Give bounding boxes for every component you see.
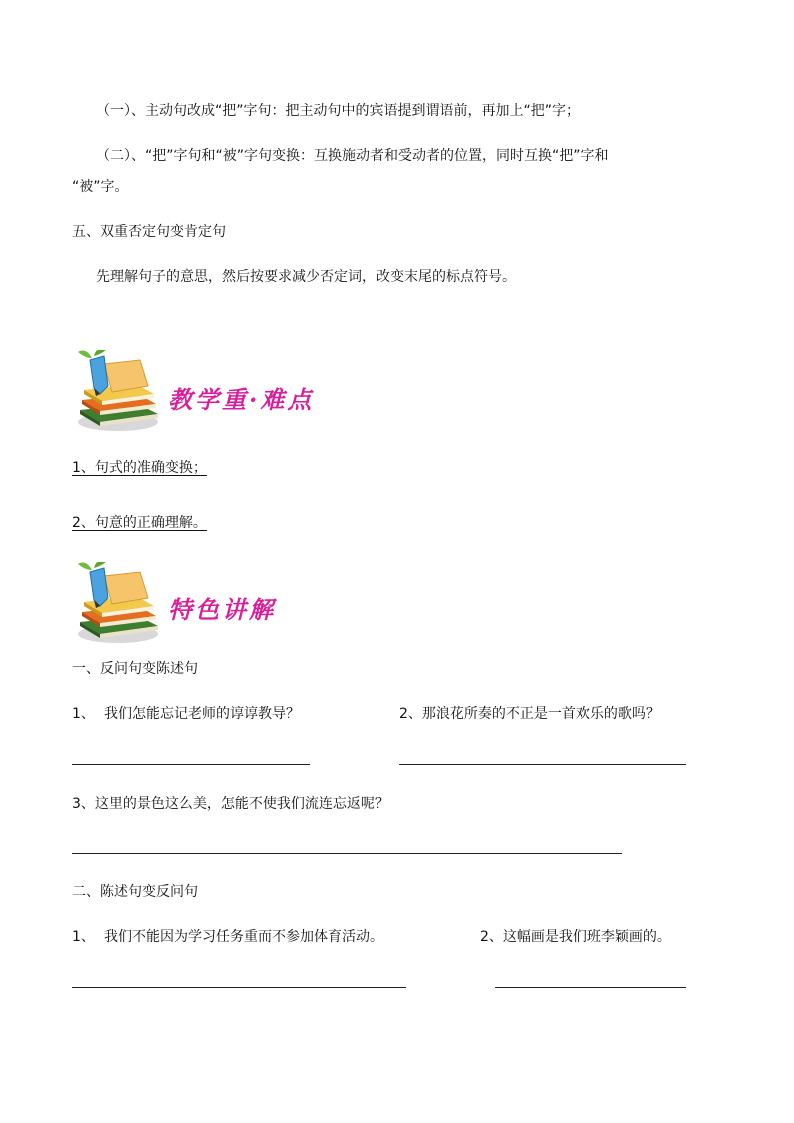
answer-line-2-2[interactable] bbox=[495, 987, 686, 988]
books-pen-icon bbox=[74, 562, 164, 647]
key-point-1: 1、句式的准确变换； bbox=[72, 460, 207, 476]
answer-line-2-1[interactable] bbox=[72, 987, 406, 988]
banner-title: 教学重·难点 bbox=[168, 385, 315, 414]
part-1-q2-text: 2、那浪花所奏的不正是一首欢乐的歌吗？ bbox=[399, 706, 660, 722]
section-5-body: 先理解句子的意思，然后按要求减少否定词，改变末尾的标点符号。 bbox=[96, 269, 516, 285]
part-2-q1-number: 1、 bbox=[72, 929, 95, 945]
part-1-q3-text: 3、这里的景色这么美，怎能不使我们流连忘返呢？ bbox=[72, 796, 389, 812]
banner-feature-lecture bbox=[74, 562, 374, 647]
key-point-2: 2、句意的正确理解。 bbox=[72, 515, 207, 531]
part-2-q1-text: 我们不能因为学习任务重而不参加体育活动。 bbox=[104, 929, 384, 945]
books-pen-icon bbox=[74, 350, 164, 435]
banner-title: 特色讲解 bbox=[168, 595, 276, 624]
intro-line-2: （二）、“把”字句和“被”字句变换：互换施动者和受动者的位置，同时互换“把”字和 bbox=[96, 148, 609, 164]
intro-line-1: （一）、主动句改成“把”字句：把主动句中的宾语提到谓语前，再加上“把”字； bbox=[96, 103, 581, 119]
section-5-heading: 五、双重否定句变肯定句 bbox=[72, 224, 226, 240]
part-1-q1-number: 1、 bbox=[72, 706, 95, 722]
part-2-q2-text: 2、这幅画是我们班李颖画的。 bbox=[480, 929, 671, 945]
answer-line-1-2[interactable] bbox=[399, 764, 686, 765]
part-1-q1-text: 我们怎能忘记老师的谆谆教导？ bbox=[104, 706, 300, 722]
banner-key-points bbox=[74, 350, 374, 435]
part-1-heading: 一、反问句变陈述句 bbox=[72, 661, 198, 677]
intro-line-3: “被”字。 bbox=[72, 179, 129, 195]
part-2-heading: 二、陈述句变反问句 bbox=[72, 884, 198, 900]
answer-line-1-3[interactable] bbox=[72, 853, 622, 854]
answer-line-1-1[interactable] bbox=[72, 764, 310, 765]
